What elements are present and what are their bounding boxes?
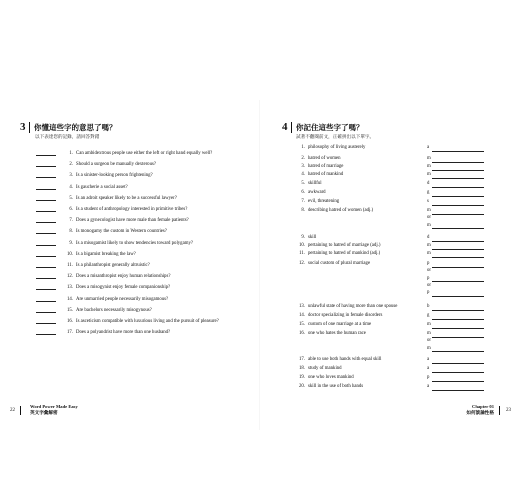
answer-line[interactable]: [432, 372, 484, 373]
spelling-item: [296, 322, 486, 327]
answer-line[interactable]: [432, 381, 484, 382]
page-number-divider: [499, 406, 500, 415]
item-definition: hatred of mankind: [308, 172, 344, 177]
question-number: 4.: [69, 184, 73, 190]
section-title: 你記住這些字了嗎？: [296, 123, 364, 132]
first-letter-hint: a: [427, 366, 430, 371]
item-definition: pertaining to hatred of marriage (adj.): [308, 243, 381, 248]
spelling-item: [296, 156, 486, 161]
question-number: 5.: [69, 195, 73, 201]
question-text: Does a gynecologist have more male than female patients?: [76, 218, 189, 224]
question-number: 1.: [69, 151, 73, 156]
spelling-item: [296, 384, 486, 389]
question-number: 12.: [67, 274, 73, 280]
section-divider: [291, 122, 293, 133]
answer-line[interactable]: [432, 178, 484, 179]
item-number: 11.: [299, 251, 305, 256]
question-number: 14.: [67, 296, 73, 302]
answer-line[interactable]: [432, 249, 484, 250]
footer-title: Word Power Made Easy: [30, 404, 78, 409]
first-letter-hint: p: [427, 375, 430, 380]
question-text: Is gaucherie a social asset?: [76, 184, 128, 190]
answer-line[interactable]: [432, 267, 484, 268]
question-number: 15.: [67, 307, 73, 313]
spelling-item: [296, 145, 486, 150]
first-letter-hint: m: [427, 322, 431, 327]
spelling-item: [296, 261, 486, 266]
item-definition: able to use both hands with equal skill: [308, 357, 382, 362]
question-number: 13.: [67, 285, 73, 291]
item-number: 13.: [299, 304, 305, 309]
spelling-item: [296, 366, 486, 371]
section-4-heading: [282, 121, 364, 133]
page-number: 22: [10, 408, 15, 413]
spelling-item: [296, 243, 486, 248]
footer-subtitle: 英文字彙解密: [30, 410, 58, 415]
item-number: 9.: [301, 235, 305, 240]
question-text: Are bachelors necessarily misogynous?: [76, 307, 152, 313]
answer-line[interactable]: [432, 162, 484, 163]
item-definition: skillful: [308, 181, 322, 186]
first-letter-hint: m: [427, 208, 431, 213]
section-title: 你懂這些字的意思了嗎？: [34, 123, 117, 132]
spelling-item: [296, 181, 486, 186]
item-definition: unlawful state of having more than one spouse: [308, 304, 398, 309]
section-number: 4: [282, 121, 288, 133]
answer-line[interactable]: [432, 337, 484, 338]
question-text: Should a surgeon be manually dexterous?: [76, 162, 156, 168]
question-text: Is an adroit speaker likely to be a successful lawyer?: [76, 195, 177, 201]
page-number: 23: [506, 408, 511, 413]
item-number: 16.: [299, 331, 305, 336]
question-number: 6.: [69, 207, 73, 212]
spelling-item: [296, 357, 486, 362]
first-letter-hint: m: [427, 251, 431, 256]
answer-line[interactable]: [432, 205, 484, 206]
spelling-item: [296, 331, 486, 336]
first-letter-hint: m: [427, 172, 431, 177]
question-number: 10.: [67, 251, 73, 257]
item-number: 15.: [299, 322, 305, 327]
question-text: Is a misogamist likely to show tendencies toward polygamy?: [76, 240, 193, 246]
first-letter-hint: d: [427, 181, 430, 186]
first-letter-hint: m: [427, 331, 431, 336]
question-text: Is monogamy the custom in Western countries?: [76, 229, 167, 235]
question-text: Are unmarried people necessarily misogamous?: [76, 296, 169, 302]
item-definition: describing hatred of women (adj.): [308, 208, 374, 213]
item-definition: one who loves mankind: [308, 375, 354, 380]
item-definition: pertaining to hatred of mankind (adj.): [308, 251, 381, 256]
item-definition: study of mankind: [308, 366, 342, 371]
spelling-item: [296, 190, 486, 195]
question-text: Is a philanthropist generally altruistic?: [76, 263, 150, 268]
spelling-item: [296, 375, 486, 380]
item-definition: one who hates the human race: [308, 331, 366, 336]
or-label: or: [427, 268, 431, 274]
question-text: Does a polyandrist have more than one husband?: [76, 330, 171, 336]
question-number: 3.: [69, 173, 73, 179]
first-letter-hint: m: [427, 243, 431, 248]
question-number: 16.: [67, 319, 73, 324]
question-text: Is asceticism compatible with luxurious living and the pursuit of pleasure?: [76, 319, 219, 324]
item-number: 7.: [301, 199, 305, 204]
item-number: 20.: [299, 384, 305, 389]
footer-chapter: [466, 404, 494, 416]
first-letter-hint: d: [427, 235, 430, 240]
item-definition: hatred of women: [308, 156, 341, 161]
section-number: 3: [20, 121, 26, 133]
item-number: 1.: [301, 145, 305, 150]
question-number: 8.: [69, 229, 73, 235]
answer-line[interactable]: [432, 241, 484, 242]
answer-line[interactable]: [432, 328, 484, 329]
item-definition: hatred of marriage: [308, 164, 344, 169]
answer-line[interactable]: [432, 310, 484, 311]
spelling-item: [296, 164, 486, 169]
item-number: 8.: [301, 208, 305, 213]
item-definition: philosophy of living austerely: [308, 145, 366, 150]
answer-line[interactable]: [432, 319, 484, 320]
question-text: Is a bigamist breaking the law?: [76, 251, 136, 257]
item-definition: doctor specializing in female disorders: [308, 313, 383, 318]
item-definition: skill: [308, 235, 317, 240]
item-definition: skill in the use of both hands: [308, 384, 364, 389]
first-letter-hint: m: [427, 164, 431, 169]
item-number: 14.: [299, 313, 305, 318]
answer-line[interactable]: [432, 187, 484, 188]
first-letter-hint: g: [427, 190, 430, 195]
question-text: Does a misogynist enjoy female companionship?: [76, 285, 171, 291]
footer-subtitle: 如何談論性格: [466, 410, 494, 415]
or-label: or: [427, 282, 431, 288]
answer-line[interactable]: [432, 363, 484, 364]
first-letter-hint: s: [427, 199, 429, 204]
item-number: 18.: [299, 366, 305, 371]
question-text: Is a sinister-looking person frightening?: [76, 173, 153, 179]
first-letter-hint: m: [427, 156, 431, 161]
question-number: 7.: [69, 218, 73, 224]
section-subtitle: 以下表達您的記錄，請回答對錯: [35, 134, 100, 139]
answer-line[interactable]: [432, 214, 484, 215]
first-letter-hint: a: [427, 384, 430, 389]
first-letter-hint: a: [427, 145, 430, 150]
item-number: 10.: [299, 243, 305, 248]
item-number: 2.: [301, 156, 305, 161]
footer-title: Chapter 01: [472, 404, 494, 409]
item-definition: custom of one marriage at a time: [308, 322, 372, 327]
spelling-item: [296, 199, 486, 204]
answer-line[interactable]: [432, 390, 484, 391]
item-number: 6.: [301, 190, 305, 195]
answer-line[interactable]: [432, 257, 484, 258]
spelling-item: [296, 208, 486, 213]
item-definition: evil, threatening: [308, 199, 340, 204]
answer-line[interactable]: [432, 281, 484, 282]
item-definition: social custom of plural marriage: [308, 261, 371, 266]
spelling-item: [296, 235, 486, 240]
first-letter-hint: g: [427, 313, 430, 318]
answer-line[interactable]: [432, 170, 484, 171]
first-letter-hint: a: [427, 357, 430, 362]
first-letter-hint: m: [427, 345, 431, 351]
item-number: 17.: [299, 357, 305, 362]
answer-line[interactable]: [432, 151, 484, 152]
spelling-item: [296, 251, 486, 256]
item-number: 5.: [301, 181, 305, 186]
item-number: 4.: [301, 172, 305, 177]
or-label: or: [427, 338, 431, 344]
question-text: Can ambidextrous people use either the left or right hand equally well?: [76, 151, 213, 156]
first-letter-hint: p: [427, 261, 430, 266]
answer-line[interactable]: [432, 196, 484, 197]
question-number: 17.: [67, 330, 73, 336]
spelling-item: [296, 172, 486, 177]
item-definition: awkward: [308, 190, 326, 195]
item-number: 19.: [299, 375, 305, 380]
or-label: or: [427, 215, 431, 221]
spelling-item: [296, 313, 486, 318]
answer-line[interactable]: [432, 296, 484, 297]
question-number: 11.: [67, 263, 73, 268]
section-subtitle: 試著不翻閱前文，正確拼出以下單字。: [296, 134, 375, 139]
first-letter-hint: p: [427, 275, 430, 281]
question-text: Is a student of anthropology interested in primitive tribes?: [76, 207, 188, 212]
answer-line[interactable]: [432, 228, 484, 229]
first-letter-hint: p: [427, 290, 430, 296]
item-number: 3.: [301, 164, 305, 169]
question-number: 9.: [69, 240, 73, 246]
question-number: 2.: [69, 162, 73, 168]
spelling-item: [296, 304, 486, 309]
answer-line[interactable]: [432, 351, 484, 352]
first-letter-hint: m: [427, 222, 431, 228]
question-text: Does a misanthropist enjoy human relationships?: [76, 274, 171, 280]
first-letter-hint: b: [427, 304, 430, 309]
item-number: 12.: [299, 261, 305, 266]
